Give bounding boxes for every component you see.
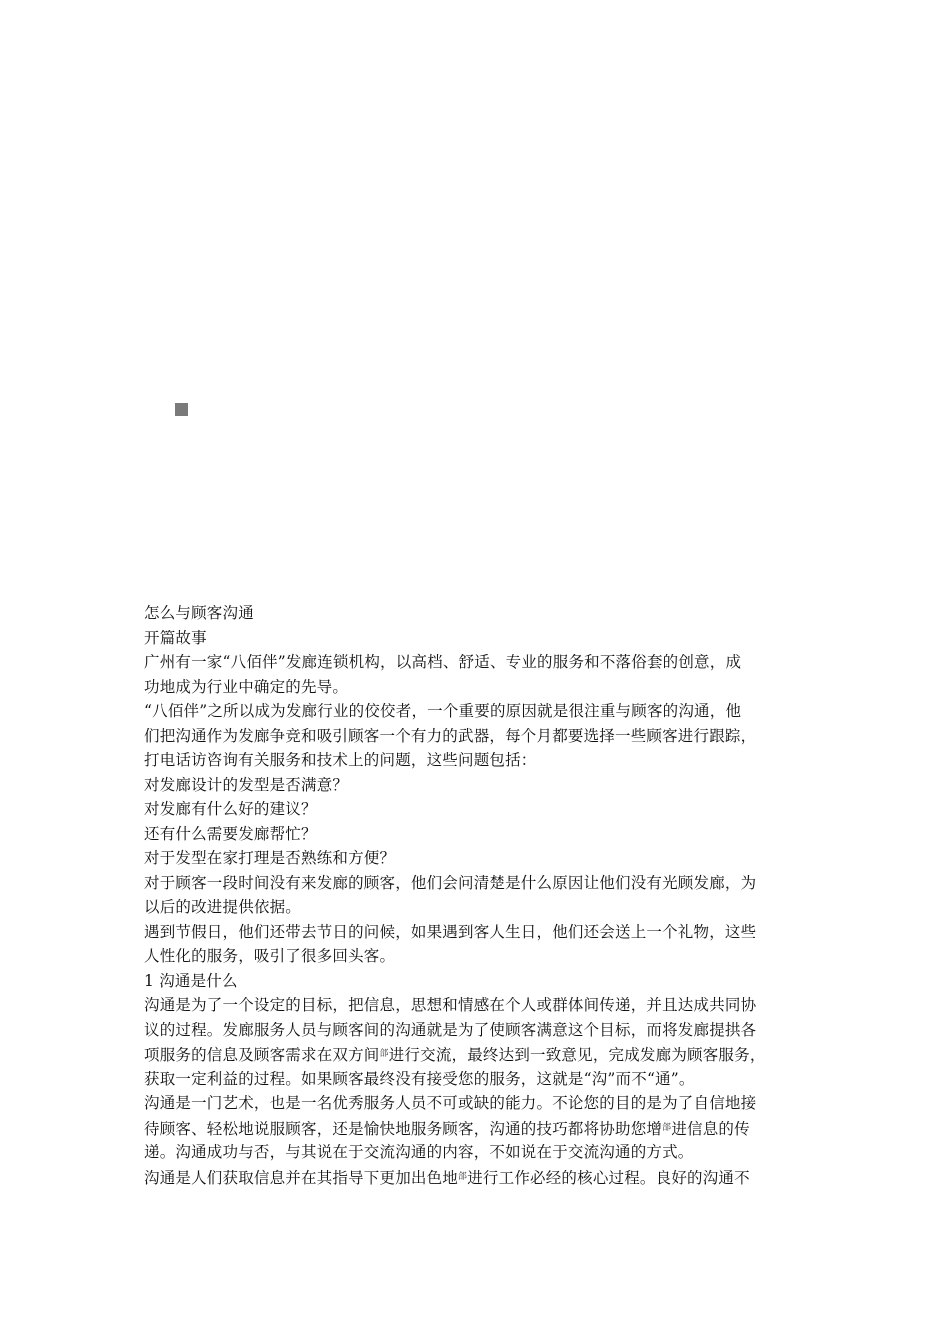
paragraph-line: 们把沟通作为发廊争竞和吸引顾客一个有力的武器，每个月都要选择一些顾客进行跟踪， — [144, 726, 757, 745]
inline-mark: 郃 — [662, 1122, 672, 1133]
paragraph-line: 获取一定利益的过程。如果顾客最终没有接受您的服务，这就是“沟”而不“通”。 — [144, 1069, 695, 1088]
paragraph-line: 沟通是为了一个设定的目标，把信息，思想和情感在个人或群体间传递，并且达成共同协 — [144, 996, 757, 1014]
paragraph-line — [144, 1042, 812, 1067]
section-heading: 1 沟通是什么 — [144, 971, 238, 990]
document-title: 怎么与顾客沟通 — [144, 604, 254, 622]
paragraph-line — [144, 1165, 812, 1190]
text-segment: 进信息的传 — [671, 1119, 750, 1138]
paragraph-line: 以后的改进提供依据。 — [144, 898, 302, 916]
paragraph-line: 广州有一家“八佰伴”发廊连锁机构，以高档、舒适、专业的服务和不落俗套的创意，成 — [144, 653, 742, 671]
paragraph-line: 议的过程。发廊服务人员与顾客间的沟通就是为了使顾客满意这个目标，而将发廊提拱各 — [144, 1020, 757, 1039]
document-body — [144, 601, 812, 1189]
text-segment: 待顾客、轻松地说服顾客，还是愉快地服务顾客，沟通的技巧都将协助您增 — [144, 1119, 663, 1138]
text-segment: 进行工作必经的核心过程。良好的沟通不 — [467, 1168, 750, 1187]
question-line: 对于发型在家打理是否熟练和方便？ — [144, 849, 396, 867]
text-segment: 进行交流，最终达到一致意见，完成发廊为顾客服务， — [388, 1046, 766, 1064]
paragraph-line: 递。沟通成功与否，与其说在于交流沟通的内容，不如说在于交流沟通的方式。 — [144, 1143, 694, 1161]
paragraph-line: “八佰伴”之所以成为发廊行业的佼佼者，一个重要的原因就是很注重与顾客的沟通，他 — [144, 702, 742, 720]
paragraph-line: 沟通是一门艺术，也是一名优秀服务人员不可或缺的能力。不论您的目的是为了自信地接 — [144, 1094, 757, 1112]
square-bullet-icon — [175, 403, 188, 416]
question-line: 对发廊设计的发型是否满意？ — [144, 775, 349, 794]
paragraph-line: 功地成为行业中确定的先导。 — [144, 677, 349, 696]
paragraph-line — [144, 1116, 812, 1141]
text-segment: 项服务的信息及顾客需求在双方间 — [144, 1046, 380, 1064]
text-segment: 沟通是人们获取信息并在其指导下更加出色地 — [144, 1168, 459, 1187]
section-heading: 开篇故事 — [144, 628, 207, 647]
question-line: 还有什么需要发廊帮忙？ — [144, 824, 317, 843]
inline-mark: 郃 — [379, 1049, 389, 1059]
question-line: 对发廊有什么好的建议？ — [144, 800, 317, 818]
paragraph-line: 打电话访咨询有关服务和技术上的问题，这些问题包括： — [144, 751, 537, 769]
paragraph-line: 对于顾客一段时间没有来发廊的顾客，他们会问清楚是什么原因让他们没有光顾发廊，为 — [144, 873, 757, 892]
paragraph-line: 人性化的服务，吸引了很多回头客。 — [144, 947, 396, 965]
paragraph-line: 遇到节假日，他们还带去节日的问候，如果遇到客人生日，他们还会送上一个礼物，这些 — [144, 922, 757, 941]
inline-mark: 郃 — [458, 1171, 468, 1182]
